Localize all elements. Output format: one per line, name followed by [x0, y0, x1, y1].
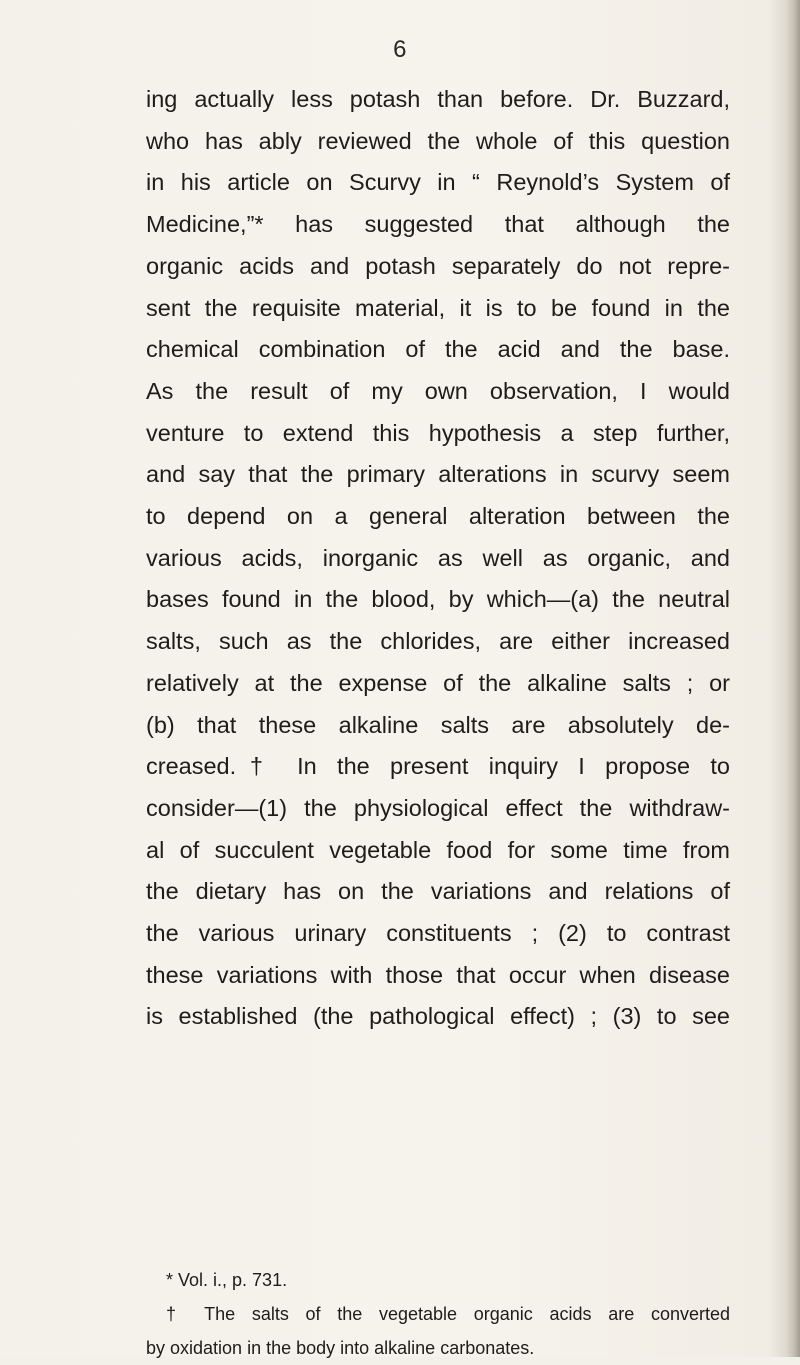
body-line: is established (the pathological effect) ; (3) to see: [146, 1003, 730, 1030]
body-line: organic acids and potash separately do not repre-: [146, 252, 730, 279]
footnote-1: * Vol. i., p. 731.: [166, 1270, 288, 1290]
footnotes: [146, 1263, 730, 1365]
body-line: (b) that these alkaline salts are absolutely de-: [146, 711, 730, 738]
body-line: the dietary has on the variations and relations of: [146, 878, 730, 905]
page-edge-shadow: [786, 0, 800, 1357]
footnote-2: † The salts of the vegetable organic acids are converted: [166, 1304, 730, 1324]
body-line: al of succulent vegetable food for some time from: [146, 836, 730, 863]
body-line: bases found in the blood, by which—(a) the neutral: [146, 586, 730, 613]
footnote-2-continued: by oxidation in the body into alkaline carbonates.: [146, 1338, 535, 1358]
body-line: venture to extend this hypothesis a step further,: [146, 419, 730, 446]
body-line: various acids, inorganic as well as organic, and: [146, 544, 730, 571]
body-line: consider—(1) the physiological effect the withdraw-: [146, 794, 730, 821]
body-line: salts, such as the chlorides, are either increased: [146, 628, 730, 655]
body-text: [146, 79, 730, 1038]
body-line: in his article on Scurvy in “ Reynold’s System of: [146, 169, 730, 196]
body-line: the various urinary constituents ; (2) to contrast: [146, 920, 730, 947]
body-line: to depend on a general alteration between the: [146, 503, 730, 530]
page-number: 6: [393, 36, 407, 63]
body-line: ing actually less potash than before. Dr. Buzzard,: [146, 86, 730, 112]
body-line: sent the requisite material, it is to be found in the: [146, 294, 730, 321]
body-line: relatively at the expense of the alkaline salts ; or: [146, 669, 730, 696]
body-line: these variations with those that occur when disease: [146, 961, 730, 988]
body-line: As the result of my own observation, I would: [146, 377, 730, 404]
body-line: creased.† In the present inquiry I propose to: [146, 753, 730, 780]
body-line: chemical combination of the acid and the base.: [146, 336, 730, 363]
body-line: and say that the primary alterations in scurvy seem: [146, 461, 730, 488]
body-line: who has ably reviewed the whole of this question: [146, 127, 730, 154]
body-line: Medicine,”* has suggested that although the: [146, 211, 730, 238]
